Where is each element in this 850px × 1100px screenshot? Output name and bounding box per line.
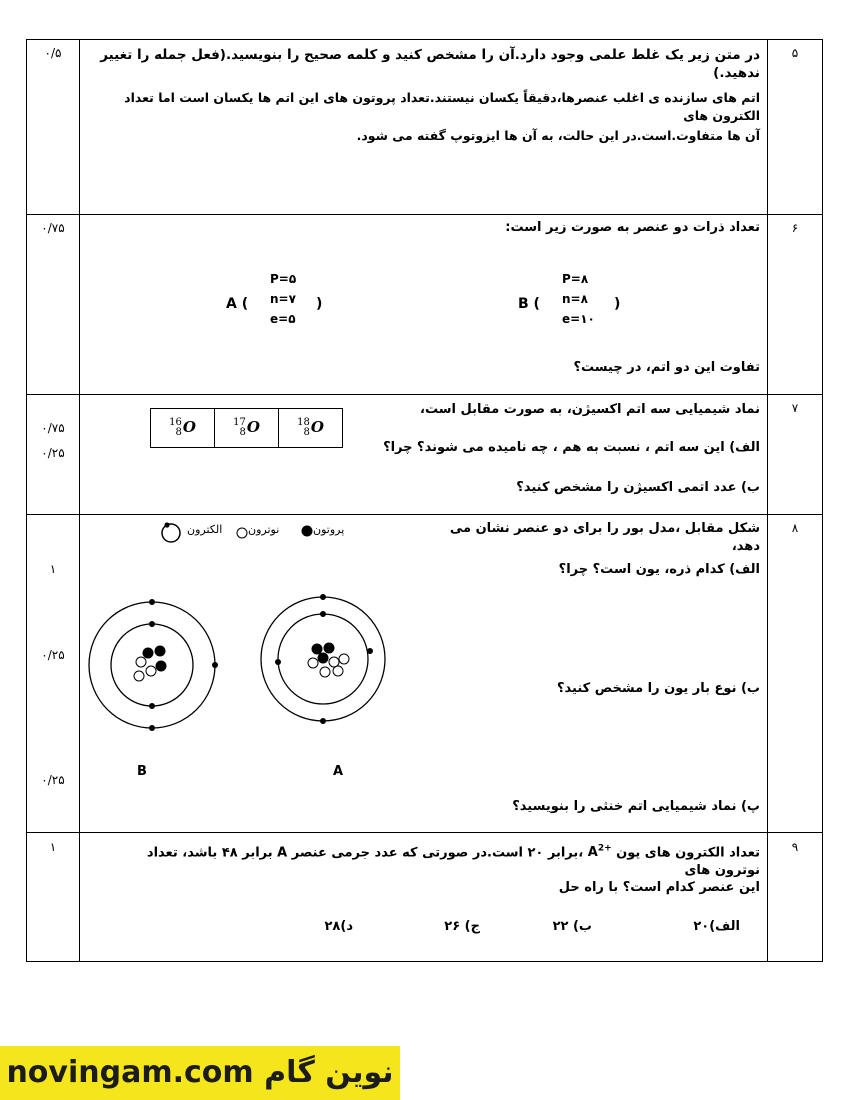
question-part-a: الف) کدام ذره، یون است؟ چرا؟ xyxy=(558,562,760,577)
neutron-icon xyxy=(146,666,156,676)
atom-a-model xyxy=(261,594,385,724)
proton-icon xyxy=(324,643,335,654)
question-score: ۰/۲۵ xyxy=(41,446,65,460)
proton-count: P=۸ xyxy=(562,272,589,286)
question-number: ۵ xyxy=(791,46,799,60)
option-a: الف)۲۰ xyxy=(693,919,740,934)
legend-electron-label: الکترون xyxy=(187,523,223,536)
element-symbol: O xyxy=(182,418,196,436)
electron-icon xyxy=(149,621,155,627)
atom-a-label: A ( xyxy=(226,296,249,312)
question-part-b: ب) عدد اتمی اکسیژن را مشخص کنید؟ xyxy=(516,480,760,495)
electron-icon xyxy=(320,718,326,724)
electron-icon xyxy=(320,611,326,617)
option-c: ج) ۲۶ xyxy=(444,919,480,934)
brand-text: novingam.com نوین گام xyxy=(6,1055,394,1090)
element-symbol: O xyxy=(310,418,324,436)
outer-shell xyxy=(89,602,215,728)
question-text-line: اتم های سازنده ی اغلب عنصرها،دقیقاً یکسان نیستند.تعداد پروتون های این اتم ها یکسان است اما تعداد الکترون های xyxy=(124,90,760,123)
atom-b-label: B ( xyxy=(518,296,540,312)
electron-icon xyxy=(149,599,155,605)
question-score: ۱ xyxy=(49,840,57,854)
ion-charge: 2+ xyxy=(597,844,612,854)
option-d: د)۲۸ xyxy=(324,919,353,934)
inner-shell xyxy=(111,624,193,706)
neutron-icon xyxy=(339,654,349,664)
mass-number: 17 xyxy=(233,417,246,428)
electron-icon xyxy=(367,648,373,654)
option-b: ب) ۲۲ xyxy=(552,919,592,934)
proton-icon xyxy=(318,653,329,664)
electron-count: e=۵ xyxy=(270,312,296,326)
question-score: ۰/۷۵ xyxy=(41,421,65,435)
element-symbol: O xyxy=(246,418,260,436)
atomic-number: 8 xyxy=(175,427,182,438)
legend-proton-label: پروتون xyxy=(313,523,345,536)
atom-b-model xyxy=(89,599,218,731)
neutron-icon xyxy=(308,658,318,668)
question-text-line: آن ها متفاوت.است.در این حالت، به آن ها ایزوتوپ گفته می شود. xyxy=(356,128,760,143)
proton-icon xyxy=(156,661,167,672)
question-prompt: در متن زیر یک غلط علمی وجود دارد.آن را مشخص کنید و کلمه صحیح را بنویسید.(فعل جمله را تغییر ندهید.) xyxy=(100,47,760,81)
atom-b-close: ) xyxy=(614,296,621,312)
question-number: ۹ xyxy=(791,840,799,854)
proton-icon xyxy=(312,644,323,655)
atom-b-caption: B xyxy=(137,764,147,779)
electron-icon xyxy=(320,594,326,600)
question-text-line: این عنصر کدام است؟ با راه حل xyxy=(558,880,760,895)
question-score: ۰/۲۵ xyxy=(41,773,65,787)
proton-count: P=۵ xyxy=(270,272,297,286)
mass-number: 18 xyxy=(297,417,310,428)
question-score: ۰/۵ xyxy=(44,46,62,60)
question-score: ۰/۲۵ xyxy=(41,648,65,662)
question-number: ۷ xyxy=(791,401,799,415)
electron-icon xyxy=(149,703,155,709)
question-number: ۶ xyxy=(791,221,799,235)
question-prompt xyxy=(100,840,760,880)
electron-icon xyxy=(212,662,218,668)
question-prompt: شکل مقابل ،مدل بور را برای دو عنصر نشان می دهد، xyxy=(449,521,760,554)
legend-neutron-label: نوترون xyxy=(248,523,280,536)
question-score: ۰/۷۵ xyxy=(41,221,65,235)
neutron-icon xyxy=(134,671,144,681)
atom-a-caption: A xyxy=(333,764,344,779)
prompt-end: ،برابر ۲۰ است.در صورتی که عدد جرمی عنصر A برابر ۴۸ باشد، تعداد نوترون های xyxy=(146,845,760,879)
electron-icon xyxy=(149,725,155,731)
question-text: تفاوت این دو اتم، در چیست؟ xyxy=(573,360,760,375)
mass-number: 16 xyxy=(169,417,182,428)
brand-banner xyxy=(0,1046,400,1100)
electron-count: e=۱۰ xyxy=(562,312,595,326)
question-number: ۸ xyxy=(791,521,799,535)
proton-icon xyxy=(155,646,166,657)
neutron-count: n=۸ xyxy=(562,292,588,306)
neutron-count: n=۷ xyxy=(270,292,296,306)
question-prompt: تعداد ذرات دو عنصر به صورت زیر است: xyxy=(505,220,760,235)
neutron-icon xyxy=(333,666,343,676)
proton-icon xyxy=(143,648,154,659)
atomic-number: 8 xyxy=(239,427,246,438)
question-score: ۱ xyxy=(49,562,57,576)
electron-icon xyxy=(275,659,281,665)
question-part-a: الف) این سه اتم ، نسبت به هم ، چه نامیده می شوند؟ چرا؟ xyxy=(383,440,760,455)
neutron-icon xyxy=(329,657,339,667)
neutron-icon xyxy=(320,667,330,677)
question-prompt: نماد شیمیایی سه اتم اکسیژن، به صورت مقابل است، xyxy=(420,402,760,417)
ion-symbol: $A^{2+}$ xyxy=(587,844,612,861)
neutron-icon xyxy=(136,657,146,667)
atomic-number: 8 xyxy=(303,427,310,438)
atom-a-close: ) xyxy=(316,296,323,312)
prompt-start: تعداد الکترون های یون xyxy=(616,845,760,861)
question-part-b: ب) نوع بار یون را مشخص کنید؟ xyxy=(557,681,760,696)
question-part-c: پ) نماد شیمیایی اتم خنثی را بنویسید؟ xyxy=(512,799,760,814)
